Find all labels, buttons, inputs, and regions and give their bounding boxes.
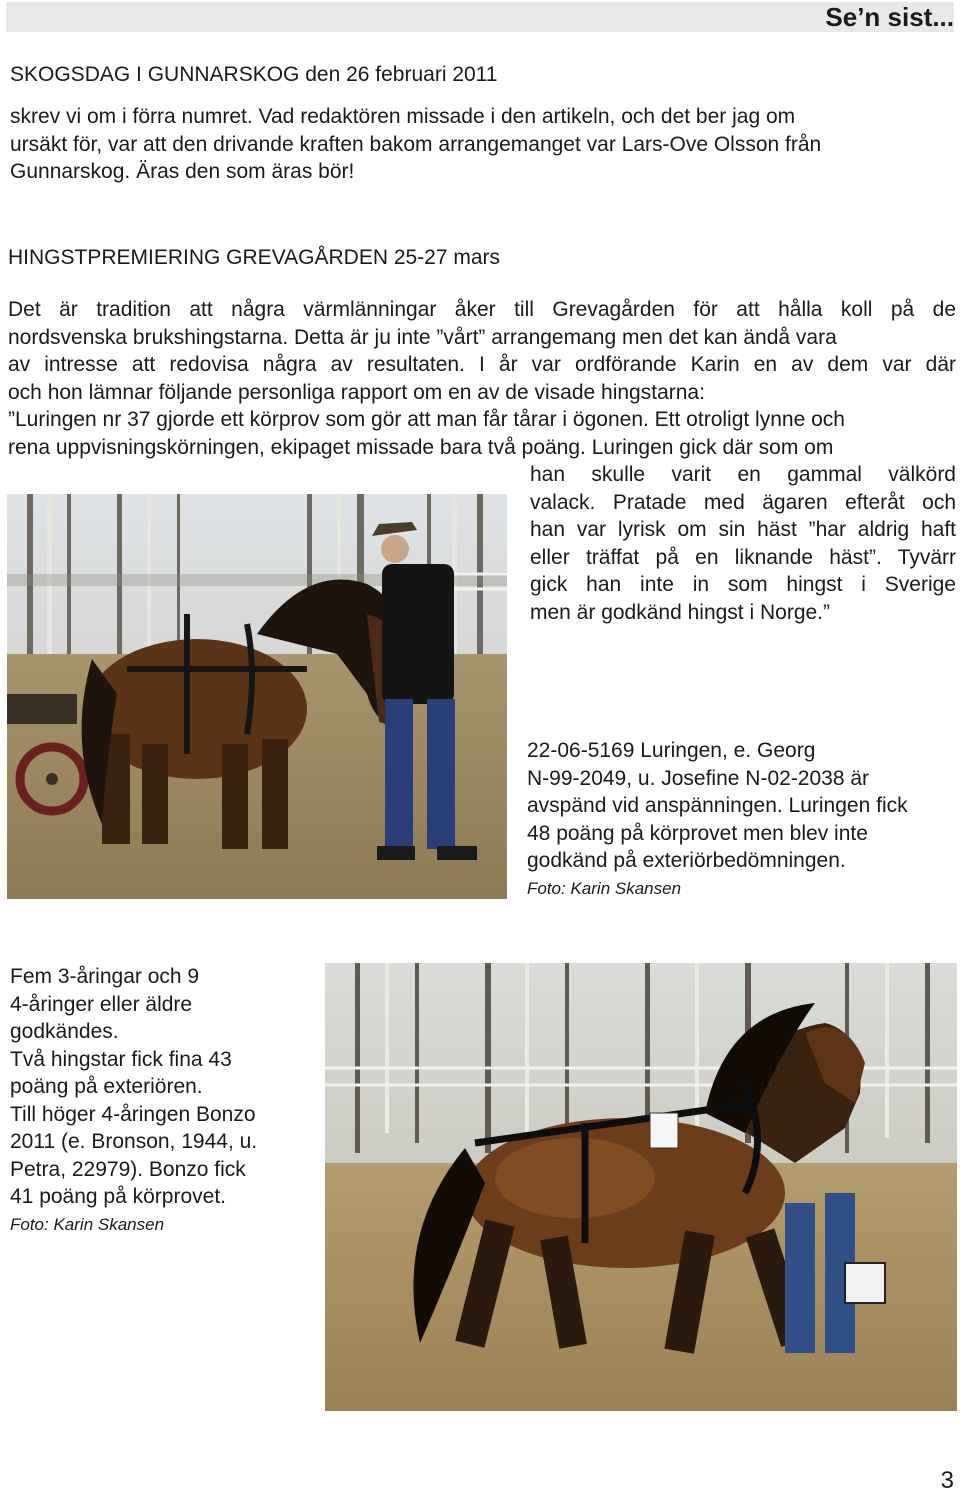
photo-credit: Foto: Karin Skansen bbox=[10, 1214, 165, 1234]
caption-line: Två hingstar fick fina 43 bbox=[10, 1047, 232, 1071]
page-number: 3 bbox=[940, 1467, 954, 1494]
photo-credit: Foto: Karin Skansen bbox=[527, 878, 682, 898]
photo-luringen bbox=[7, 494, 507, 899]
caption-line: godkändes. bbox=[10, 1020, 119, 1043]
text-line: eller träffat på en liknande häst”. Tyvärr bbox=[530, 545, 956, 569]
photo-luringen-illustration bbox=[7, 494, 507, 899]
caption-line: 2011 (e. Bronson, 1944, u. bbox=[10, 1130, 258, 1153]
text-line: Det är tradition att några värmlänningar åker till Grevagården för att hålla koll på de bbox=[8, 298, 956, 321]
text-line: rena uppvisningskörningen, ekipaget missade bara två poäng. Luringen gick där som om bbox=[8, 435, 834, 459]
photo-bonzo bbox=[325, 963, 957, 1411]
caption-line: 22-06-5169 Luringen, e. Georg bbox=[527, 739, 816, 762]
caption-line: N-99-2049, u. Josefine N-02-2038 är bbox=[527, 766, 870, 790]
text-line: han skulle varit en gammal välkörd bbox=[530, 463, 956, 486]
caption-line: Till höger 4-åringen Bonzo bbox=[10, 1102, 256, 1126]
text-line: ursäkt för, var att den drivande kraften bakom arrangemanget var Lars-Ove Olsson från bbox=[10, 132, 822, 156]
caption-line: godkänd på exteriörbedömningen. bbox=[527, 849, 846, 872]
page-section-title: Se’n sist... bbox=[825, 2, 954, 32]
caption-line: 41 poäng på körprovet. bbox=[10, 1185, 226, 1208]
caption-line: poäng på exteriören. bbox=[10, 1075, 203, 1098]
photo-bonzo-illustration bbox=[325, 963, 957, 1411]
text-line: men är godkänd hingst i Norge.” bbox=[530, 600, 830, 624]
header-bar bbox=[6, 2, 954, 32]
text-line: gick han inte in som hingst i Sverige bbox=[530, 573, 956, 596]
section-heading-skogsdag: SKOGSDAG I GUNNARSKOG den 26 februari 2011 bbox=[10, 63, 498, 86]
section1-body bbox=[10, 103, 821, 186]
caption-line: Fem 3-åringar och 9 bbox=[10, 965, 200, 988]
text-line: Gunnarskog. Äras den som äras bör! bbox=[10, 160, 355, 183]
caption-line: 4-åringer eller äldre bbox=[10, 992, 193, 1016]
caption-bonzo bbox=[10, 963, 257, 1238]
caption-line: Petra, 22979). Bonzo fick bbox=[10, 1157, 246, 1181]
section2-body bbox=[8, 296, 956, 461]
section2-wrap-body bbox=[530, 461, 956, 626]
text-line: han var lyrisk om sin häst ”har aldrig haft bbox=[530, 518, 956, 541]
caption-line: 48 poäng på körprovet men blev inte bbox=[527, 821, 868, 845]
text-line: ”Luringen nr 37 gjorde ett körprov som gör att man får tårar i ögonen. Ett otroligt lynne och bbox=[8, 408, 845, 431]
caption-luringen bbox=[527, 737, 908, 902]
section-heading-hingstpremiering: HINGSTPREMIERING GREVAGÅRDEN 25-27 mars bbox=[8, 246, 501, 269]
text-line: och hon lämnar följande personliga rapport om en av de visade hingstarna: bbox=[8, 380, 705, 404]
text-line: skrev vi om i förra numret. Vad redaktören missade i den artikeln, och det ber jag om bbox=[10, 105, 796, 128]
text-line: valack. Pratade med ägaren efteråt och bbox=[530, 490, 956, 514]
text-line: av intresse att redovisa några av resultaten. I år var ordförande Karin en av dem var där bbox=[8, 353, 956, 376]
text-line: nordsvenska brukshingstarna. Detta är ju inte ”vårt” arrangemang men det kan ändå vara bbox=[8, 325, 837, 349]
caption-line: avspänd vid anspänningen. Luringen fick bbox=[527, 794, 908, 817]
